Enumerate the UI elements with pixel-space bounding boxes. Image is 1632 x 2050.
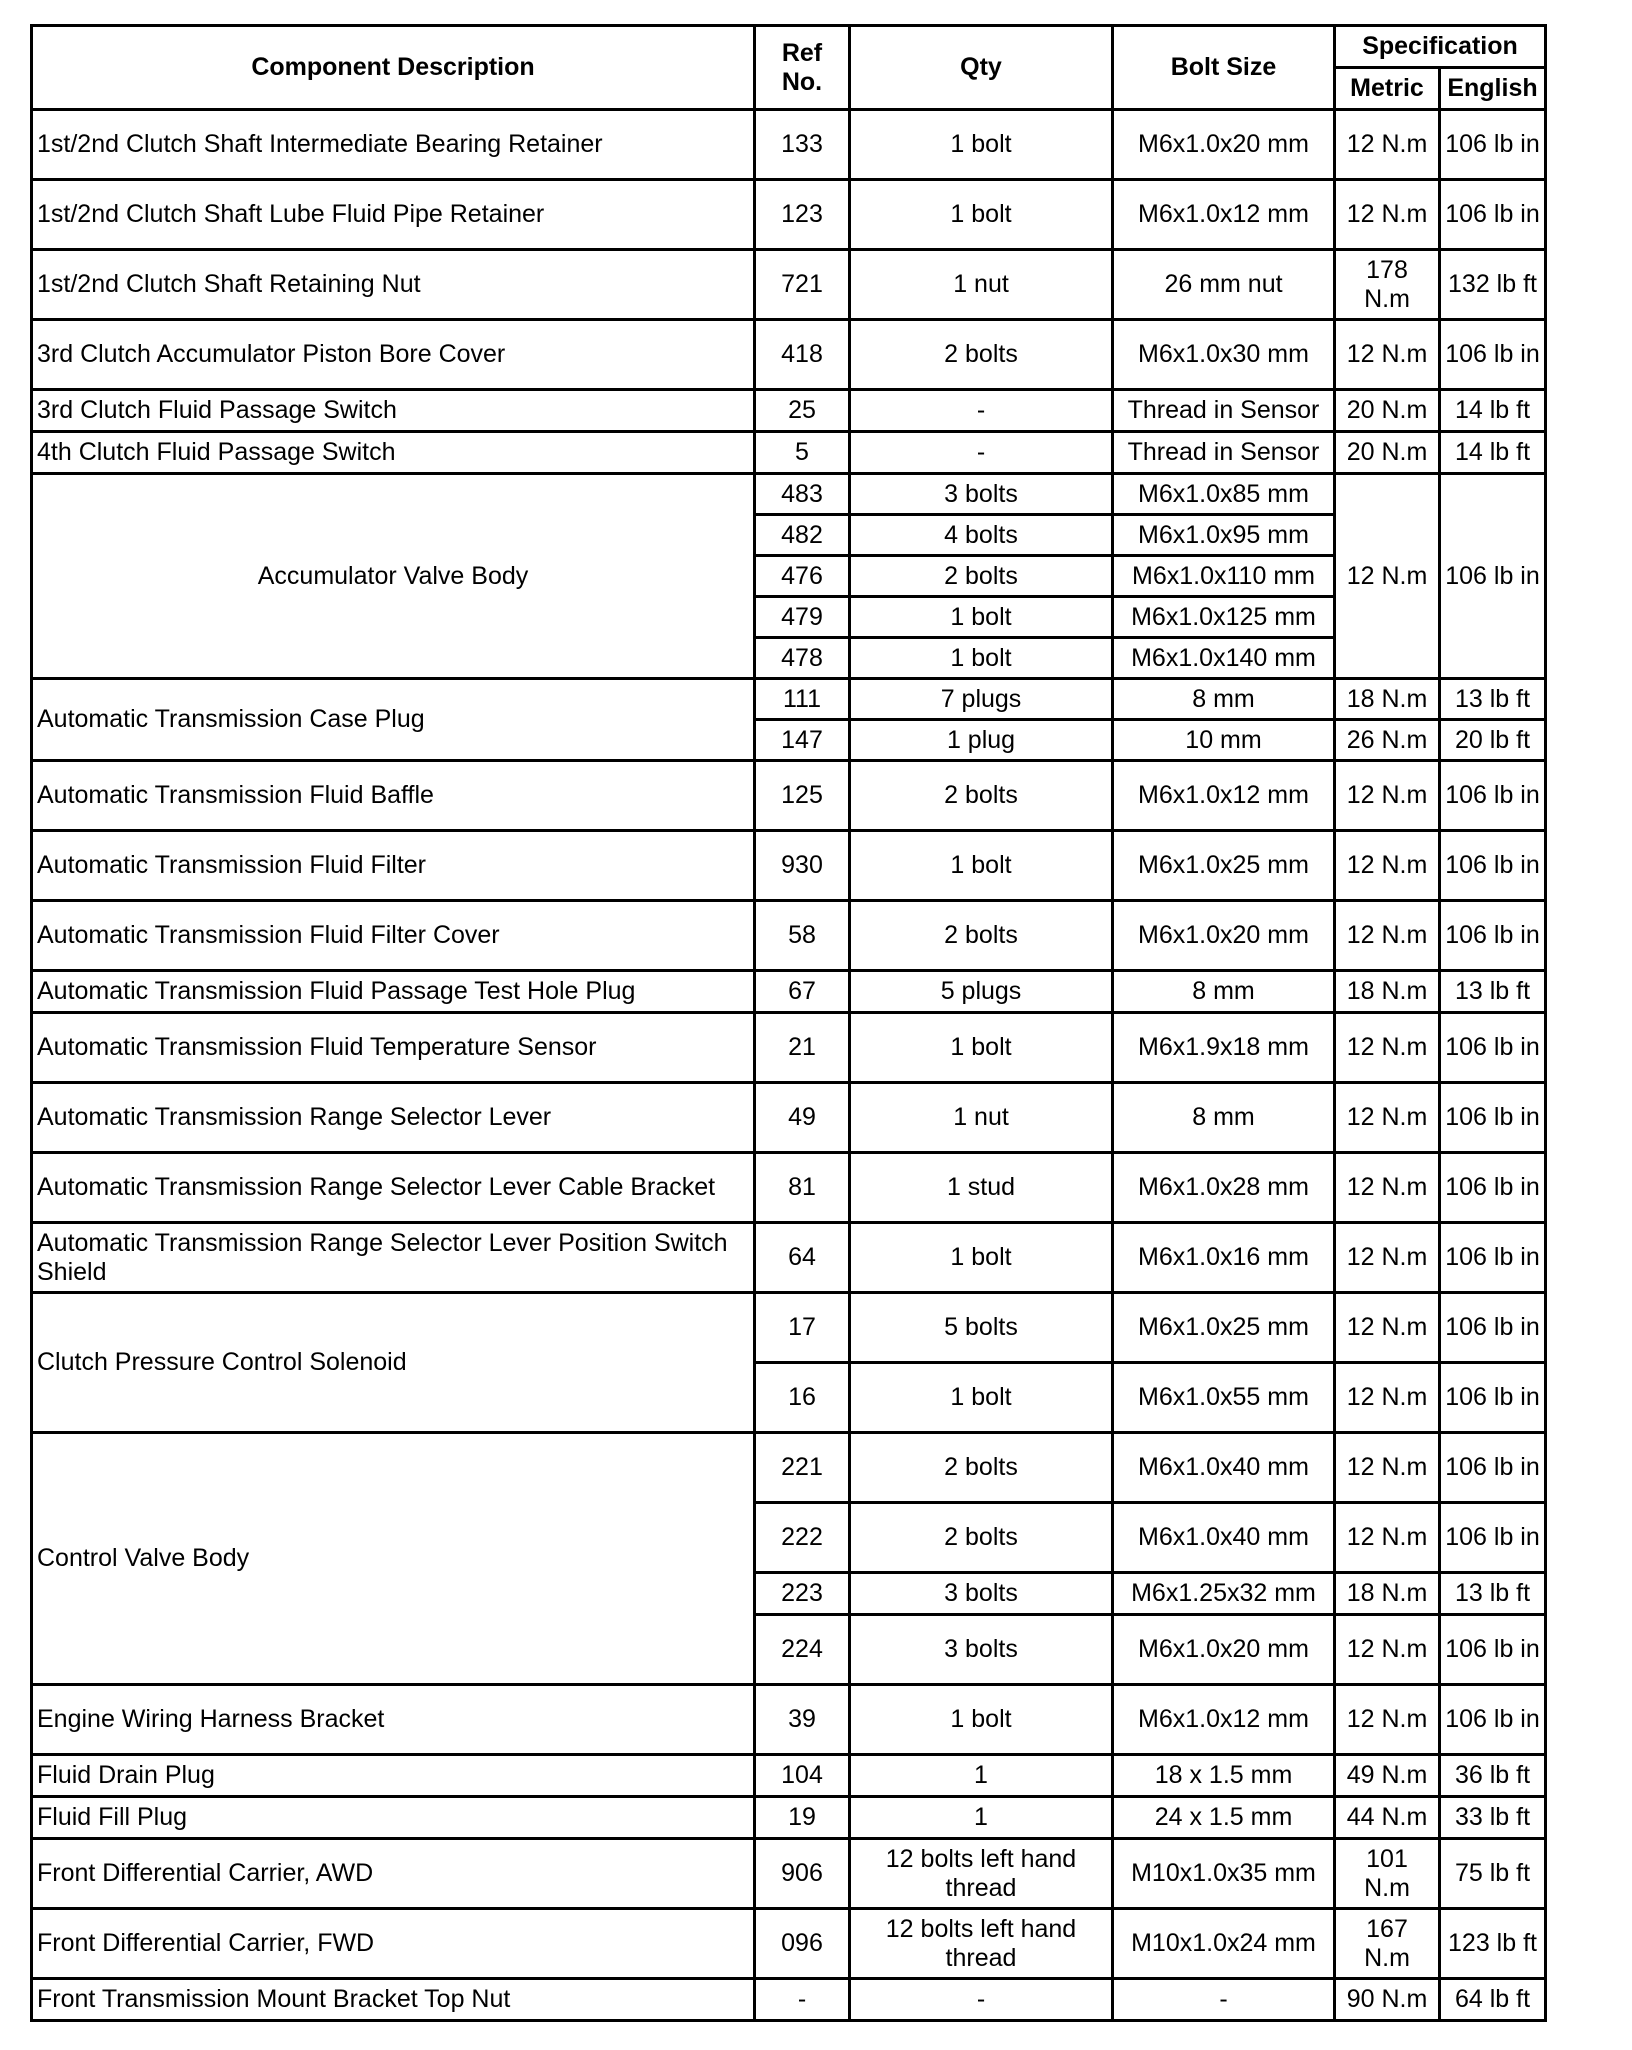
table-row: [32, 831, 1546, 901]
ref-cell: 104: [755, 1755, 850, 1797]
metric-cell: 18 N.m: [1335, 1573, 1440, 1615]
english-cell: 106 lb in: [1440, 761, 1546, 831]
table-row: [32, 1755, 1546, 1797]
component-cell: Clutch Pressure Control Solenoid: [32, 1293, 755, 1433]
component-cell: Accumulator Valve Body: [32, 474, 755, 679]
metric-cell: 178 N.m: [1335, 250, 1440, 320]
qty-cell: -: [850, 1979, 1113, 2021]
bolt-size-cell: M10x1.0x35 mm: [1113, 1839, 1335, 1909]
qty-cell: 2 bolts: [850, 761, 1113, 831]
table-row: [32, 1979, 1546, 2021]
table-row: [32, 1223, 1546, 1293]
metric-cell: 12 N.m: [1335, 1433, 1440, 1503]
ref-cell: 906: [755, 1839, 850, 1909]
table-row: [32, 1909, 1546, 1979]
component-cell: Automatic Transmission Fluid Temperature Sensor: [32, 1013, 755, 1083]
ref-cell: 133: [755, 110, 850, 180]
component-cell: Front Differential Carrier, FWD: [32, 1909, 755, 1979]
bolt-size-cell: M6x1.0x12 mm: [1113, 180, 1335, 250]
ref-cell: 25: [755, 390, 850, 432]
ref-cell: 111: [755, 679, 850, 720]
component-cell: Automatic Transmission Range Selector Lever: [32, 1083, 755, 1153]
qty-cell: 1 nut: [850, 250, 1113, 320]
metric-cell: 12 N.m: [1335, 1685, 1440, 1755]
qty-cell: 3 bolts: [850, 1573, 1113, 1615]
bolt-size-cell: M6x1.0x125 mm: [1113, 597, 1335, 638]
ref-cell: 67: [755, 971, 850, 1013]
metric-cell: 12 N.m: [1335, 1013, 1440, 1083]
metric-cell: 12 N.m: [1335, 1615, 1440, 1685]
torque-spec-table: [30, 24, 1547, 2022]
qty-cell: 1 stud: [850, 1153, 1113, 1223]
bolt-size-cell: M6x1.0x28 mm: [1113, 1153, 1335, 1223]
metric-cell: 12 N.m: [1335, 1223, 1440, 1293]
metric-cell: 26 N.m: [1335, 720, 1440, 761]
metric-cell: 12 N.m: [1335, 180, 1440, 250]
qty-cell: 2 bolts: [850, 1433, 1113, 1503]
ref-cell: 224: [755, 1615, 850, 1685]
metric-cell: 20 N.m: [1335, 432, 1440, 474]
metric-cell: 12 N.m: [1335, 320, 1440, 390]
ref-cell: 222: [755, 1503, 850, 1573]
bolt-size-cell: 8 mm: [1113, 971, 1335, 1013]
bolt-size-cell: 18 x 1.5 mm: [1113, 1755, 1335, 1797]
qty-cell: 1 bolt: [850, 831, 1113, 901]
qty-cell: 1 bolt: [850, 1685, 1113, 1755]
ref-cell: 123: [755, 180, 850, 250]
bolt-size-cell: M6x1.0x110 mm: [1113, 556, 1335, 597]
qty-cell: 1 bolt: [850, 110, 1113, 180]
metric-cell: 167 N.m: [1335, 1909, 1440, 1979]
metric-cell: 101 N.m: [1335, 1839, 1440, 1909]
qty-cell: 2 bolts: [850, 556, 1113, 597]
ref-cell: 39: [755, 1685, 850, 1755]
header-qty: Qty: [850, 26, 1113, 110]
header-ref-no: Ref No.: [755, 26, 850, 110]
qty-cell: 2 bolts: [850, 320, 1113, 390]
component-cell: Automatic Transmission Fluid Baffle: [32, 761, 755, 831]
metric-cell: 20 N.m: [1335, 390, 1440, 432]
header-row: [32, 26, 1546, 68]
bolt-size-cell: M6x1.0x40 mm: [1113, 1433, 1335, 1503]
qty-cell: -: [850, 390, 1113, 432]
english-cell: 20 lb ft: [1440, 720, 1546, 761]
english-cell: 14 lb ft: [1440, 390, 1546, 432]
english-cell: 106 lb in: [1440, 1363, 1546, 1433]
metric-cell: 12 N.m: [1335, 1083, 1440, 1153]
bolt-size-cell: M6x1.0x55 mm: [1113, 1363, 1335, 1433]
component-cell: 1st/2nd Clutch Shaft Retaining Nut: [32, 250, 755, 320]
bolt-size-cell: M6x1.0x20 mm: [1113, 1615, 1335, 1685]
metric-cell: 12 N.m: [1335, 1503, 1440, 1573]
component-cell: 3rd Clutch Accumulator Piston Bore Cover: [32, 320, 755, 390]
ref-cell: 478: [755, 638, 850, 679]
ref-cell: 5: [755, 432, 850, 474]
qty-cell: 1 bolt: [850, 1013, 1113, 1083]
qty-cell: 1 bolt: [850, 638, 1113, 679]
bolt-size-cell: 24 x 1.5 mm: [1113, 1797, 1335, 1839]
bolt-size-cell: M6x1.25x32 mm: [1113, 1573, 1335, 1615]
ref-cell: 64: [755, 1223, 850, 1293]
english-cell: 106 lb in: [1440, 320, 1546, 390]
component-cell: Automatic Transmission Range Selector Lever Cable Bracket: [32, 1153, 755, 1223]
ref-cell: 19: [755, 1797, 850, 1839]
qty-cell: 1: [850, 1755, 1113, 1797]
ref-cell: -: [755, 1979, 850, 2021]
table-row: [32, 1293, 1546, 1363]
english-cell: 106 lb in: [1440, 1615, 1546, 1685]
metric-cell: 18 N.m: [1335, 679, 1440, 720]
header-component: Component Description: [32, 26, 755, 110]
table-row: [32, 1153, 1546, 1223]
table-row: [32, 390, 1546, 432]
english-cell: 106 lb in: [1440, 1433, 1546, 1503]
bolt-size-cell: M6x1.0x95 mm: [1113, 515, 1335, 556]
bolt-size-cell: M6x1.0x20 mm: [1113, 110, 1335, 180]
bolt-size-cell: Thread in Sensor: [1113, 390, 1335, 432]
qty-cell: 4 bolts: [850, 515, 1113, 556]
component-cell: 4th Clutch Fluid Passage Switch: [32, 432, 755, 474]
qty-cell: 5 bolts: [850, 1293, 1113, 1363]
component-cell: Automatic Transmission Fluid Filter: [32, 831, 755, 901]
component-cell: Automatic Transmission Range Selector Lever Position Switch Shield: [32, 1223, 755, 1293]
bolt-size-cell: M6x1.0x40 mm: [1113, 1503, 1335, 1573]
ref-cell: 483: [755, 474, 850, 515]
english-cell: 106 lb in: [1440, 1685, 1546, 1755]
ref-cell: 418: [755, 320, 850, 390]
table-row: [32, 1839, 1546, 1909]
metric-cell: 18 N.m: [1335, 971, 1440, 1013]
ref-cell: 49: [755, 1083, 850, 1153]
table-row: [32, 679, 1546, 720]
component-cell: Engine Wiring Harness Bracket: [32, 1685, 755, 1755]
table-row: [32, 761, 1546, 831]
metric-cell: 44 N.m: [1335, 1797, 1440, 1839]
bolt-size-cell: M6x1.0x140 mm: [1113, 638, 1335, 679]
english-cell: 106 lb in: [1440, 831, 1546, 901]
table-row: [32, 180, 1546, 250]
bolt-size-cell: M6x1.0x12 mm: [1113, 761, 1335, 831]
component-cell: Automatic Transmission Case Plug: [32, 679, 755, 761]
ref-cell: 58: [755, 901, 850, 971]
header-english: English: [1440, 68, 1546, 110]
table-row: [32, 1685, 1546, 1755]
qty-cell: 2 bolts: [850, 901, 1113, 971]
english-cell: 64 lb ft: [1440, 1979, 1546, 2021]
table-row: [32, 1013, 1546, 1083]
header-metric: Metric: [1335, 68, 1440, 110]
ref-cell: 21: [755, 1013, 850, 1083]
metric-cell: 12 N.m: [1335, 110, 1440, 180]
table-row: [32, 971, 1546, 1013]
bolt-size-cell: M6x1.0x20 mm: [1113, 901, 1335, 971]
bolt-size-cell: M6x1.0x25 mm: [1113, 831, 1335, 901]
qty-cell: -: [850, 432, 1113, 474]
english-cell: 33 lb ft: [1440, 1797, 1546, 1839]
ref-cell: 930: [755, 831, 850, 901]
header-bolt-size: Bolt Size: [1113, 26, 1335, 110]
english-cell: 106 lb in: [1440, 110, 1546, 180]
bolt-size-cell: M6x1.0x85 mm: [1113, 474, 1335, 515]
qty-cell: 1 bolt: [850, 1363, 1113, 1433]
metric-cell: 12 N.m: [1335, 474, 1440, 679]
component-cell: Front Transmission Mount Bracket Top Nut: [32, 1979, 755, 2021]
ref-cell: 096: [755, 1909, 850, 1979]
ref-cell: 721: [755, 250, 850, 320]
bolt-size-cell: M6x1.0x25 mm: [1113, 1293, 1335, 1363]
ref-cell: 476: [755, 556, 850, 597]
ref-cell: 17: [755, 1293, 850, 1363]
english-cell: 106 lb in: [1440, 180, 1546, 250]
component-cell: 3rd Clutch Fluid Passage Switch: [32, 390, 755, 432]
qty-cell: 1 bolt: [850, 180, 1113, 250]
bolt-size-cell: 26 mm nut: [1113, 250, 1335, 320]
english-cell: 13 lb ft: [1440, 971, 1546, 1013]
component-cell: Front Differential Carrier, AWD: [32, 1839, 755, 1909]
ref-cell: 479: [755, 597, 850, 638]
bolt-size-cell: M10x1.0x24 mm: [1113, 1909, 1335, 1979]
english-cell: 14 lb ft: [1440, 432, 1546, 474]
table-row: [32, 320, 1546, 390]
english-cell: 75 lb ft: [1440, 1839, 1546, 1909]
component-cell: Automatic Transmission Fluid Passage Test Hole Plug: [32, 971, 755, 1013]
ref-cell: 125: [755, 761, 850, 831]
qty-cell: 1: [850, 1797, 1113, 1839]
table-row: [32, 901, 1546, 971]
bolt-size-cell: -: [1113, 1979, 1335, 2021]
english-cell: 106 lb in: [1440, 1293, 1546, 1363]
component-cell: Fluid Drain Plug: [32, 1755, 755, 1797]
ref-cell: 147: [755, 720, 850, 761]
english-cell: 36 lb ft: [1440, 1755, 1546, 1797]
metric-cell: 90 N.m: [1335, 1979, 1440, 2021]
metric-cell: 12 N.m: [1335, 1153, 1440, 1223]
ref-cell: 16: [755, 1363, 850, 1433]
metric-cell: 12 N.m: [1335, 761, 1440, 831]
component-cell: Control Valve Body: [32, 1433, 755, 1685]
ref-cell: 221: [755, 1433, 850, 1503]
metric-cell: 12 N.m: [1335, 901, 1440, 971]
bolt-size-cell: Thread in Sensor: [1113, 432, 1335, 474]
bolt-size-cell: M6x1.0x12 mm: [1113, 1685, 1335, 1755]
component-cell: 1st/2nd Clutch Shaft Lube Fluid Pipe Retainer: [32, 180, 755, 250]
qty-cell: 1 plug: [850, 720, 1113, 761]
qty-cell: 3 bolts: [850, 474, 1113, 515]
table-row: [32, 1083, 1546, 1153]
english-cell: 132 lb ft: [1440, 250, 1546, 320]
component-cell: 1st/2nd Clutch Shaft Intermediate Bearing Retainer: [32, 110, 755, 180]
english-cell: 106 lb in: [1440, 901, 1546, 971]
bolt-size-cell: M6x1.0x30 mm: [1113, 320, 1335, 390]
qty-cell: 1 bolt: [850, 597, 1113, 638]
bolt-size-cell: 8 mm: [1113, 679, 1335, 720]
qty-cell: 2 bolts: [850, 1503, 1113, 1573]
table-row: [32, 110, 1546, 180]
english-cell: 13 lb ft: [1440, 679, 1546, 720]
english-cell: 13 lb ft: [1440, 1573, 1546, 1615]
qty-cell: 5 plugs: [850, 971, 1113, 1013]
header-specification: Specification: [1335, 26, 1546, 68]
table-row: [32, 250, 1546, 320]
qty-cell: 3 bolts: [850, 1615, 1113, 1685]
bolt-size-cell: M6x1.9x18 mm: [1113, 1013, 1335, 1083]
qty-cell: 12 bolts left hand thread: [850, 1909, 1113, 1979]
english-cell: 106 lb in: [1440, 1503, 1546, 1573]
ref-cell: 223: [755, 1573, 850, 1615]
table-row: [32, 432, 1546, 474]
english-cell: 106 lb in: [1440, 1083, 1546, 1153]
metric-cell: 49 N.m: [1335, 1755, 1440, 1797]
bolt-size-cell: 8 mm: [1113, 1083, 1335, 1153]
english-cell: 106 lb in: [1440, 1013, 1546, 1083]
ref-cell: 482: [755, 515, 850, 556]
bolt-size-cell: M6x1.0x16 mm: [1113, 1223, 1335, 1293]
metric-cell: 12 N.m: [1335, 1363, 1440, 1433]
english-cell: 106 lb in: [1440, 1153, 1546, 1223]
table-row: [32, 1433, 1546, 1503]
english-cell: 106 lb in: [1440, 474, 1546, 679]
metric-cell: 12 N.m: [1335, 1293, 1440, 1363]
english-cell: 106 lb in: [1440, 1223, 1546, 1293]
component-cell: Fluid Fill Plug: [32, 1797, 755, 1839]
bolt-size-cell: 10 mm: [1113, 720, 1335, 761]
ref-cell: 81: [755, 1153, 850, 1223]
qty-cell: 12 bolts left hand thread: [850, 1839, 1113, 1909]
qty-cell: 1 bolt: [850, 1223, 1113, 1293]
table-row: [32, 1797, 1546, 1839]
component-cell: Automatic Transmission Fluid Filter Cover: [32, 901, 755, 971]
qty-cell: 7 plugs: [850, 679, 1113, 720]
table-row: [32, 474, 1546, 515]
metric-cell: 12 N.m: [1335, 831, 1440, 901]
english-cell: 123 lb ft: [1440, 1909, 1546, 1979]
qty-cell: 1 nut: [850, 1083, 1113, 1153]
